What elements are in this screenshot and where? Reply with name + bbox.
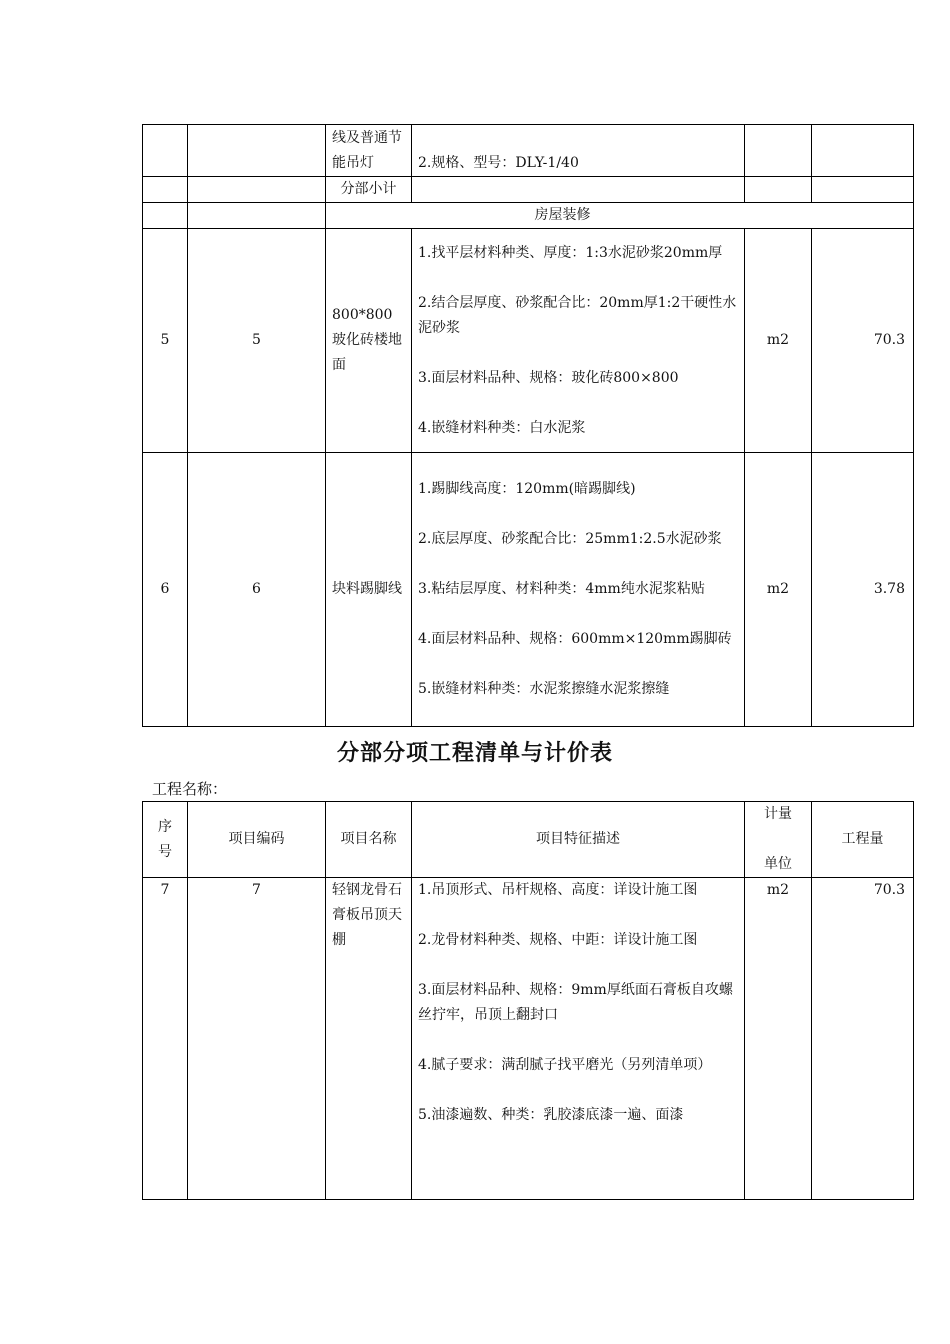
header-unit bbox=[745, 802, 812, 878]
code-cell: 7 bbox=[188, 878, 326, 1200]
project-name-label: 工程名称： bbox=[152, 780, 228, 798]
header-unit-top: 计量 bbox=[764, 806, 792, 822]
header-row bbox=[143, 802, 914, 878]
top-bill-table bbox=[142, 124, 914, 727]
name-cell: 块料踢脚线 bbox=[326, 453, 412, 727]
section-row bbox=[143, 203, 914, 229]
header-unit-bottom: 单位 bbox=[764, 856, 792, 872]
code-cell: 6 bbox=[188, 453, 326, 727]
desc-text: 2.规格、型号：DLY-1/40 bbox=[418, 155, 579, 171]
desc-line: 2.结合层厚度、砂浆配合比：20mm厚1:2干硬性水泥砂浆 bbox=[418, 294, 737, 336]
desc-cell bbox=[412, 229, 745, 453]
unit-cell: m2 bbox=[745, 453, 812, 727]
name-cell: 800*800玻化砖楼地面 bbox=[326, 229, 412, 453]
table-row bbox=[143, 229, 914, 453]
qty-cell: 70.3 bbox=[812, 878, 914, 1200]
qty-cell: 70.3 bbox=[812, 229, 914, 453]
page-title: 分部分项工程清单与计价表 bbox=[336, 741, 613, 766]
table-row bbox=[143, 453, 914, 727]
desc-line: 1.踢脚线高度：120mm(暗踢脚线) bbox=[418, 481, 636, 497]
desc-cell bbox=[412, 878, 745, 1200]
qty-cell: 3.78 bbox=[812, 453, 914, 727]
code-cell: 5 bbox=[188, 229, 326, 453]
desc-line: 3.面层材料品种、规格：玻化砖800×800 bbox=[418, 369, 679, 386]
table-row bbox=[143, 125, 914, 177]
header-code: 项目编码 bbox=[188, 802, 326, 878]
header-seq: 序号 bbox=[143, 802, 188, 878]
table-row bbox=[143, 878, 914, 1200]
desc-line: 1.吊顶形式、吊杆规格、高度：详设计施工图 bbox=[418, 882, 698, 898]
code-cell bbox=[188, 125, 326, 177]
subtotal-label: 分部小计 bbox=[326, 177, 412, 203]
unit-cell bbox=[745, 125, 812, 177]
desc-line: 4.嵌缝材料种类：白水泥浆 bbox=[418, 419, 586, 436]
unit-cell: m2 bbox=[745, 229, 812, 453]
desc-cell bbox=[412, 453, 745, 727]
header-desc: 项目特征描述 bbox=[412, 802, 745, 878]
subtotal-row bbox=[143, 177, 914, 203]
bottom-bill-table bbox=[142, 801, 914, 1200]
seq-cell: 7 bbox=[143, 878, 188, 1200]
section-label: 房屋装修 bbox=[326, 203, 914, 229]
seq-cell bbox=[143, 125, 188, 177]
seq-cell: 5 bbox=[143, 229, 188, 453]
qty-cell bbox=[812, 125, 914, 177]
header-name: 项目名称 bbox=[326, 802, 412, 878]
desc-line: 4.腻子要求：满刮腻子找平磨光（另列清单项） bbox=[418, 1057, 712, 1073]
header-qty: 工程量 bbox=[812, 802, 914, 878]
name-cell: 线及普通节能吊灯 bbox=[326, 125, 412, 177]
desc-line: 2.底层厚度、砂浆配合比：25mm1:2.5水泥砂浆 bbox=[418, 531, 722, 547]
seq-cell: 6 bbox=[143, 453, 188, 727]
desc-line: 2.龙骨材料种类、规格、中距：详设计施工图 bbox=[418, 932, 698, 948]
unit-cell: m2 bbox=[745, 878, 812, 1200]
desc-line: 4.面层材料品种、规格：600mm×120mm踢脚砖 bbox=[418, 631, 732, 647]
desc-line: 5.嵌缝材料种类：水泥浆擦缝水泥浆擦缝 bbox=[418, 681, 670, 697]
desc-line: 5.油漆遍数、种类：乳胶漆底漆一遍、面漆 bbox=[418, 1107, 684, 1123]
name-cell: 轻钢龙骨石膏板吊顶天棚 bbox=[326, 878, 412, 1200]
desc-line: 1.找平层材料种类、厚度：1:3水泥砂浆20mm厚 bbox=[418, 244, 723, 261]
desc-line: 3.粘结层厚度、材料种类：4mm纯水泥浆粘贴 bbox=[418, 581, 705, 597]
desc-cell bbox=[412, 125, 745, 177]
desc-line: 3.面层材料品种、规格：9mm厚纸面石膏板自攻螺丝拧牢，吊顶上翻封口 bbox=[418, 982, 733, 1023]
